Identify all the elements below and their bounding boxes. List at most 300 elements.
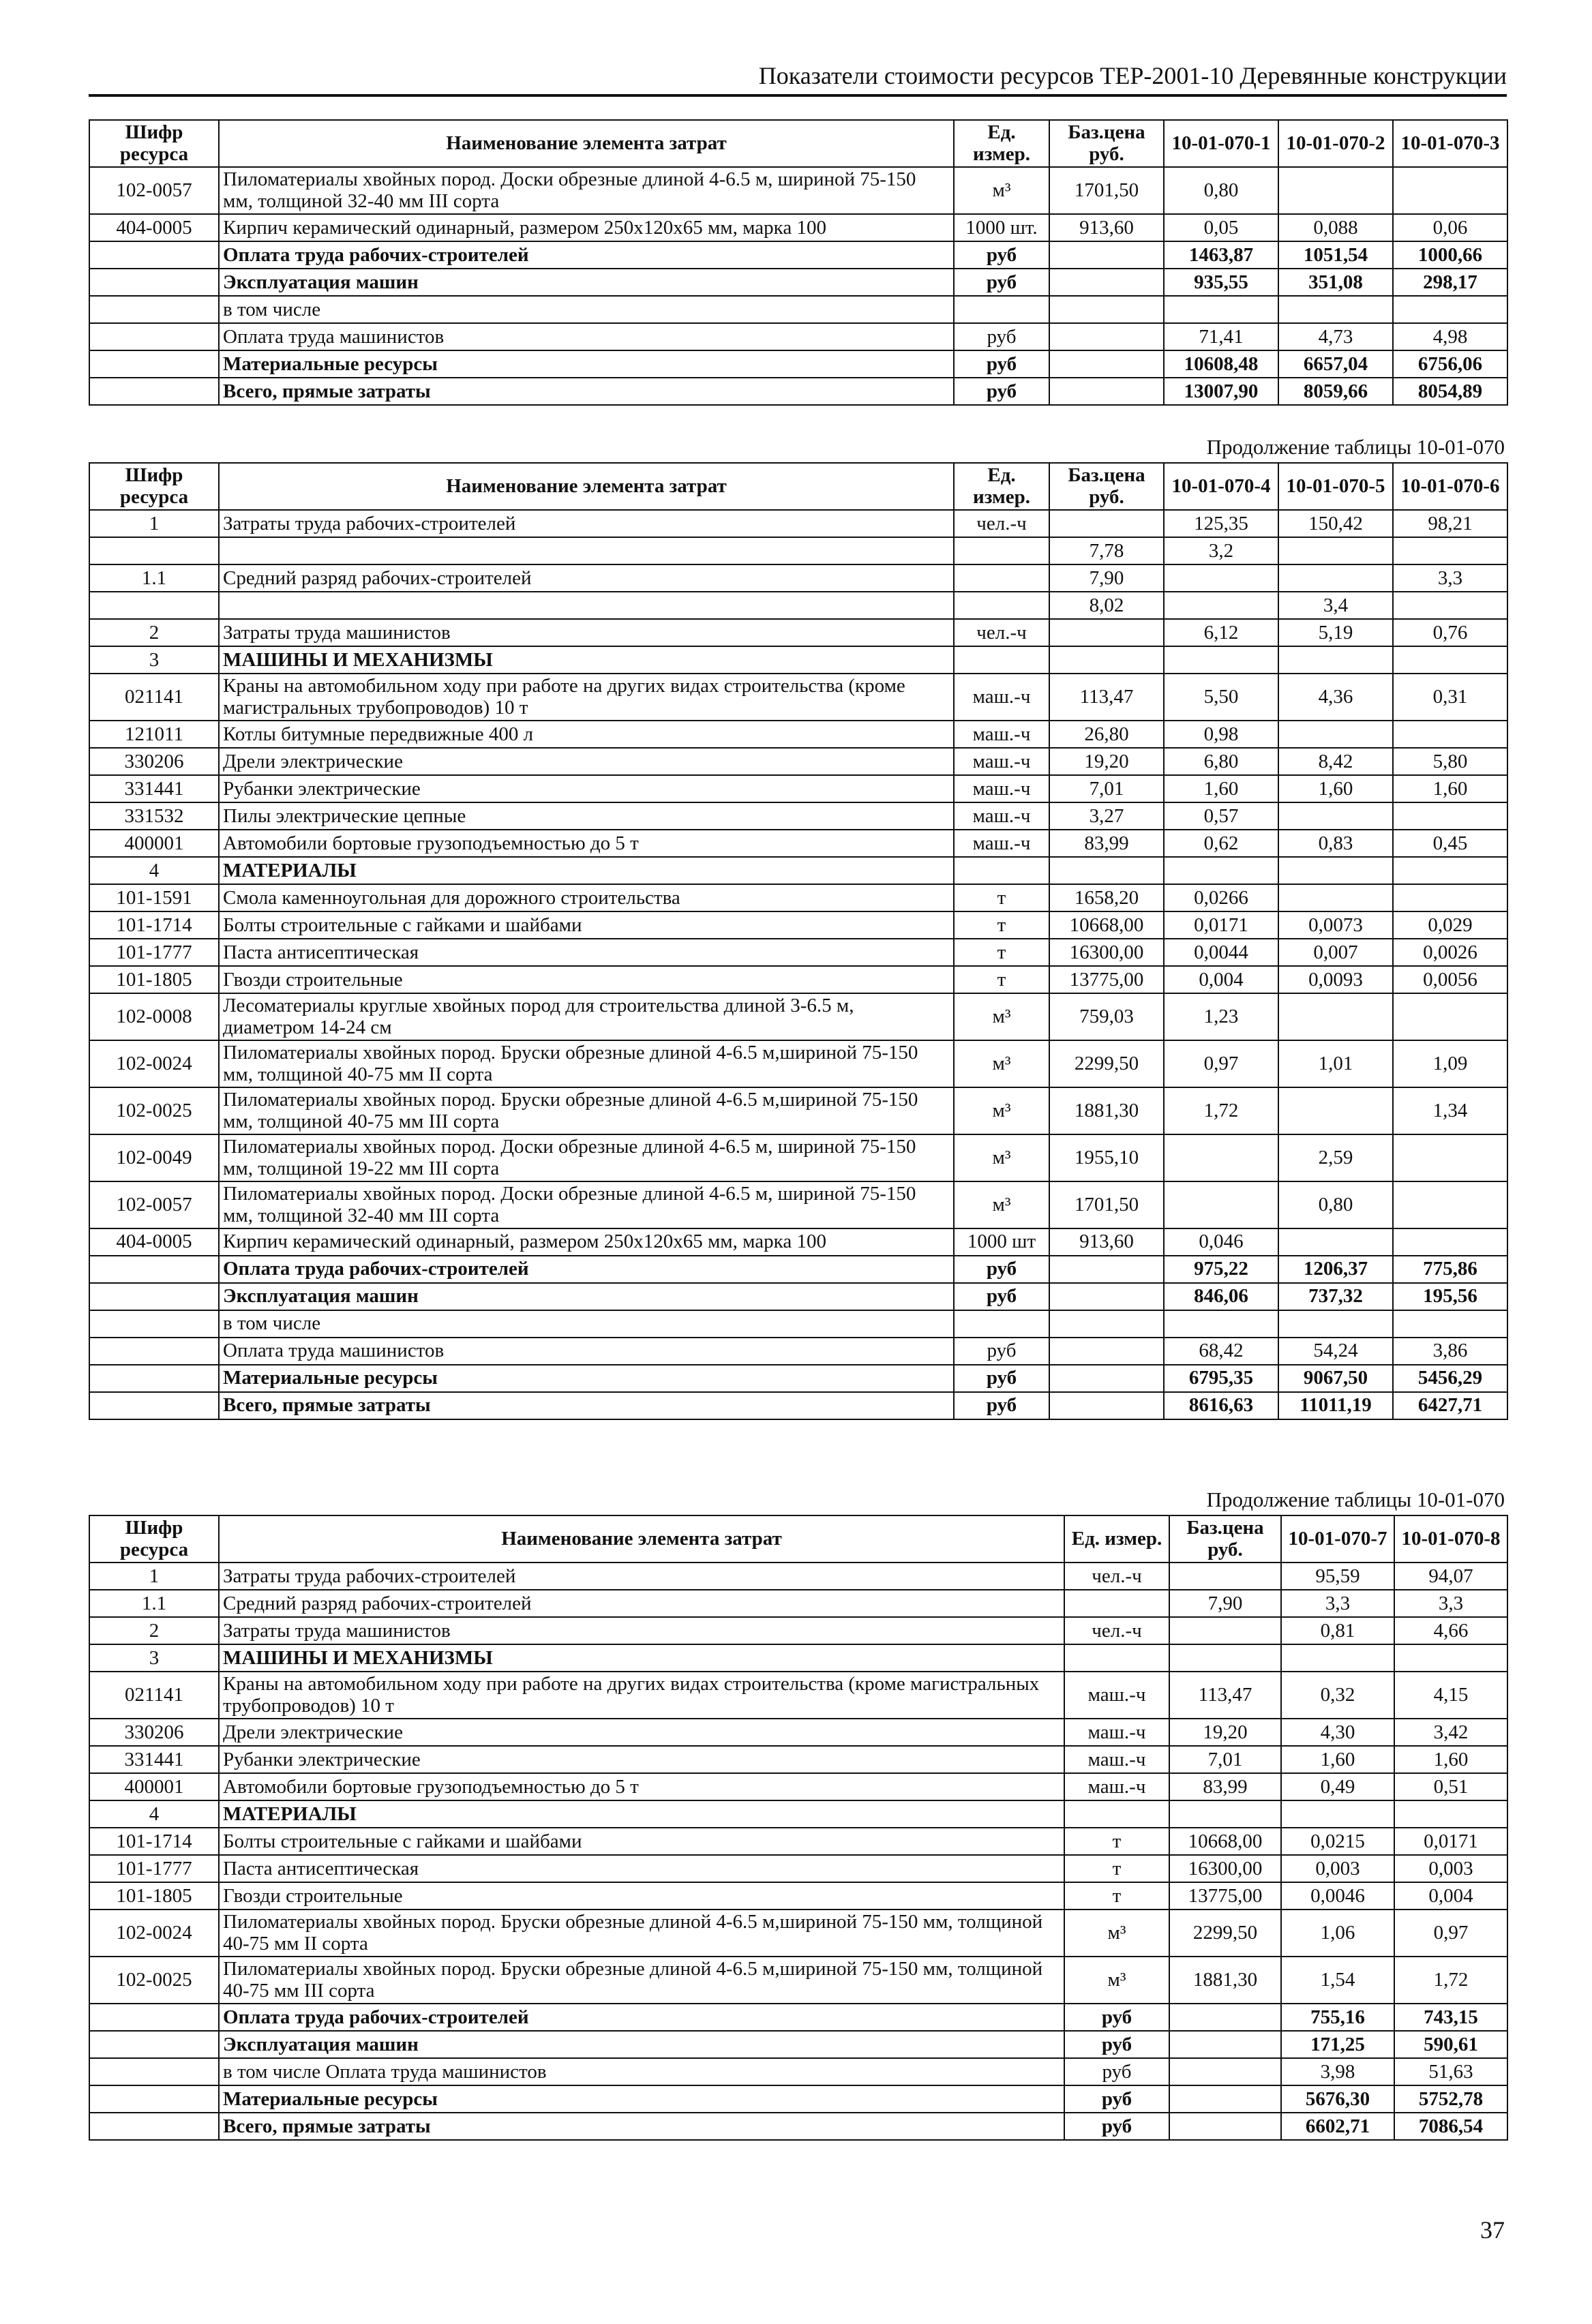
table-row	[89, 1719, 1507, 1746]
base-price-cell	[1049, 619, 1164, 646]
table-row	[89, 993, 1507, 1040]
norm-value-cell: 0,76	[1393, 619, 1507, 646]
base-price-cell	[1049, 296, 1164, 323]
base-price-cell: 2299,50	[1049, 1040, 1164, 1087]
table-row	[89, 1228, 1507, 1256]
resource-code-cell: 3	[89, 1644, 219, 1672]
unit-cell: м³	[954, 1134, 1049, 1181]
base-price-cell: 10668,00	[1169, 1828, 1281, 1855]
column-header: 10-01-070-3	[1393, 120, 1507, 167]
item-name-cell: Дрели электрические	[219, 748, 954, 775]
norm-value-cell	[1393, 1134, 1507, 1181]
norm-value-cell: 2,59	[1278, 1134, 1393, 1181]
norm-value-cell: 0,97	[1394, 1910, 1507, 1957]
column-header: Ед. измер.	[954, 463, 1049, 510]
norm-value-cell: 68,42	[1164, 1338, 1278, 1365]
resource-code-cell: 2	[89, 1617, 219, 1644]
norm-value-cell	[1278, 1310, 1393, 1338]
unit-cell: руб	[1064, 2085, 1169, 2113]
base-price-cell	[1169, 2004, 1281, 2031]
unit-cell: т	[1064, 1828, 1169, 1855]
table-row	[89, 674, 1507, 721]
base-price-cell: 1701,50	[1049, 1181, 1164, 1228]
norm-value-cell: 0,31	[1393, 674, 1507, 721]
unit-cell: руб	[954, 1283, 1049, 1310]
norm-value-cell: 1,72	[1394, 1957, 1507, 2004]
table-row	[89, 564, 1507, 592]
resource-code-cell	[89, 1338, 219, 1365]
unit-cell: м³	[954, 167, 1049, 214]
norm-value-cell: 737,32	[1278, 1283, 1393, 1310]
norm-value-cell: 8616,63	[1164, 1392, 1278, 1419]
unit-cell: руб	[954, 1365, 1049, 1392]
resource-code-cell: 330206	[89, 748, 219, 775]
norm-value-cell: 7086,54	[1394, 2113, 1507, 2140]
norm-value-cell	[1393, 592, 1507, 619]
column-header: Баз.цена руб.	[1049, 120, 1164, 167]
resource-code-cell: 1	[89, 1563, 219, 1590]
norm-value-cell: 0,0171	[1164, 911, 1278, 939]
item-name-cell: Затраты труда машинистов	[219, 1617, 1064, 1644]
unit-cell: маш.-ч	[1064, 1746, 1169, 1773]
norm-value-cell: 8059,66	[1278, 378, 1393, 405]
norm-value-cell: 8,42	[1278, 748, 1393, 775]
unit-cell: руб	[954, 241, 1049, 269]
resource-code-cell: 102-0025	[89, 1957, 219, 2004]
norm-value-cell: 0,49	[1281, 1773, 1394, 1800]
unit-cell: м³	[954, 1181, 1049, 1228]
table-row	[89, 1181, 1507, 1228]
unit-cell: м³	[1064, 1957, 1169, 2004]
norm-value-cell: 0,003	[1281, 1855, 1394, 1882]
norm-value-cell: 4,30	[1281, 1719, 1394, 1746]
norm-value-cell: 0,003	[1394, 1855, 1507, 1882]
resource-code-cell: 330206	[89, 1719, 219, 1746]
base-price-cell: 10668,00	[1049, 911, 1164, 939]
unit-cell: руб	[1064, 2004, 1169, 2031]
norm-value-cell: 0,088	[1278, 214, 1393, 241]
norm-value-cell: 95,59	[1281, 1563, 1394, 1590]
resource-code-cell	[89, 350, 219, 378]
resource-code-cell: 102-0057	[89, 167, 219, 214]
resource-code-cell	[89, 2058, 219, 2085]
item-name-cell: Эксплуатация машин	[219, 1283, 954, 1310]
base-price-cell	[1169, 1617, 1281, 1644]
norm-value-cell: 1,60	[1393, 775, 1507, 802]
unit-cell: м³	[954, 993, 1049, 1040]
item-name-cell: Оплата труда машинистов	[219, 1338, 954, 1365]
resource-code-cell	[89, 269, 219, 296]
unit-cell	[954, 857, 1049, 884]
table-row	[89, 592, 1507, 619]
resource-code-cell	[89, 296, 219, 323]
norm-value-cell	[1394, 1800, 1507, 1828]
base-price-cell: 19,20	[1049, 748, 1164, 775]
base-price-cell: 1955,10	[1049, 1134, 1164, 1181]
table-row	[89, 721, 1507, 748]
base-price-cell	[1049, 1310, 1164, 1338]
item-name-cell: Кирпич керамический одинарный, размером 250х120х65 мм, марка 100	[219, 214, 954, 241]
norm-value-cell: 0,62	[1164, 830, 1278, 857]
resource-code-cell: 331532	[89, 802, 219, 830]
resource-code-cell	[89, 378, 219, 405]
base-price-cell: 1658,20	[1049, 884, 1164, 911]
norm-value-cell: 846,06	[1164, 1283, 1278, 1310]
item-name-cell: Всего, прямые затраты	[219, 378, 954, 405]
unit-cell: маш.-ч	[954, 748, 1049, 775]
unit-cell: руб	[954, 350, 1049, 378]
total-row	[89, 241, 1507, 269]
norm-value-cell: 1000,66	[1393, 241, 1507, 269]
resource-code-cell	[89, 1310, 219, 1338]
base-price-cell: 13775,00	[1169, 1882, 1281, 1910]
column-header: 10-01-070-7	[1281, 1515, 1394, 1563]
item-name-cell: Средний разряд рабочих-строителей	[219, 1590, 1064, 1617]
unit-cell	[954, 646, 1049, 674]
unit-cell: 1000 шт	[954, 1228, 1049, 1256]
item-name-cell: Эксплуатация машин	[219, 269, 954, 296]
base-price-cell: 7,90	[1169, 1590, 1281, 1617]
norm-value-cell: 171,25	[1281, 2031, 1394, 2058]
norm-value-cell	[1394, 1644, 1507, 1672]
base-price-cell: 26,80	[1049, 721, 1164, 748]
table-row	[89, 911, 1507, 939]
resource-code-cell: 102-0024	[89, 1040, 219, 1087]
page-number: 37	[1480, 2216, 1505, 2244]
total-row	[89, 378, 1507, 405]
unit-cell: руб	[954, 1338, 1049, 1365]
norm-value-cell: 0,51	[1394, 1773, 1507, 1800]
item-name-cell: Краны на автомобильном ходу при работе на других видах строительства (кроме магистральных трубопроводов) 10 т	[219, 1672, 1064, 1719]
base-price-cell	[1169, 2085, 1281, 2113]
unit-cell: т	[954, 966, 1049, 993]
norm-value-cell: 351,08	[1278, 269, 1393, 296]
norm-value-cell: 0,0026	[1393, 939, 1507, 966]
norm-value-cell: 1,54	[1281, 1957, 1394, 2004]
norm-value-cell: 1,72	[1164, 1087, 1278, 1134]
resource-code-cell: 400001	[89, 1773, 219, 1800]
item-name-cell: в том числе	[219, 296, 954, 323]
base-price-cell: 7,01	[1169, 1746, 1281, 1773]
base-price-cell: 1881,30	[1049, 1087, 1164, 1134]
unit-cell: 1000 шт.	[954, 214, 1049, 241]
item-name-cell: Материальные ресурсы	[219, 1365, 954, 1392]
item-name-cell: Рубанки электрические	[219, 1746, 1064, 1773]
norm-value-cell: 0,06	[1393, 214, 1507, 241]
base-price-cell	[1169, 2058, 1281, 2085]
norm-value-cell: 0,0215	[1281, 1828, 1394, 1855]
norm-value-cell: 11011,19	[1278, 1392, 1393, 1419]
total-row	[89, 2031, 1507, 2058]
resource-code-cell	[89, 1283, 219, 1310]
unit-cell	[954, 592, 1049, 619]
base-price-cell: 13775,00	[1049, 966, 1164, 993]
norm-value-cell: 3,98	[1281, 2058, 1394, 2085]
norm-value-cell: 3,2	[1164, 537, 1278, 564]
norm-value-cell	[1393, 1310, 1507, 1338]
norm-value-cell	[1164, 1181, 1278, 1228]
table-row	[89, 1855, 1507, 1882]
resource-code-cell: 331441	[89, 775, 219, 802]
unit-cell	[1064, 1800, 1169, 1828]
resource-code-cell	[89, 1256, 219, 1283]
unit-cell: т	[954, 939, 1049, 966]
norm-value-cell: 0,004	[1394, 1882, 1507, 1910]
item-name-cell: Пиломатериалы хвойных пород. Бруски обрезные длиной 4-6.5 м,шириной 75-150 мм, толщиной 40-75 мм III сорта	[219, 1087, 954, 1134]
unit-cell: чел.-ч	[954, 510, 1049, 537]
item-name-cell: Затраты труда машинистов	[219, 619, 954, 646]
norm-value-cell: 0,046	[1164, 1228, 1278, 1256]
item-name-cell: Автомобили бортовые грузоподъемностью до 5 т	[219, 830, 954, 857]
norm-value-cell	[1278, 857, 1393, 884]
table-row	[89, 1134, 1507, 1181]
norm-value-cell: 6,12	[1164, 619, 1278, 646]
norm-value-cell: 3,42	[1394, 1719, 1507, 1746]
norm-value-cell	[1393, 884, 1507, 911]
unit-cell: руб	[954, 323, 1049, 350]
item-name-cell	[219, 592, 954, 619]
norm-value-cell: 3,4	[1278, 592, 1393, 619]
base-price-cell: 2299,50	[1169, 1910, 1281, 1957]
norm-value-cell: 4,15	[1394, 1672, 1507, 1719]
table-body	[89, 1563, 1507, 2140]
norm-value-cell: 6,80	[1164, 748, 1278, 775]
unit-cell: руб	[954, 378, 1049, 405]
norm-value-cell: 935,55	[1164, 269, 1278, 296]
base-price-cell	[1049, 269, 1164, 296]
unit-cell: м³	[954, 1087, 1049, 1134]
norm-value-cell: 150,42	[1278, 510, 1393, 537]
norm-value-cell: 0,0171	[1394, 1828, 1507, 1855]
norm-value-cell: 4,36	[1278, 674, 1393, 721]
norm-value-cell: 0,05	[1164, 214, 1278, 241]
unit-cell	[954, 564, 1049, 592]
base-price-cell	[1169, 1800, 1281, 1828]
norm-value-cell	[1278, 884, 1393, 911]
resource-code-cell	[89, 323, 219, 350]
resource-code-cell	[89, 2113, 219, 2140]
unit-cell: м³	[954, 1040, 1049, 1087]
norm-value-cell: 3,3	[1394, 1590, 1507, 1617]
column-header: 10-01-070-2	[1278, 120, 1393, 167]
table-row	[89, 830, 1507, 857]
norm-value-cell	[1393, 646, 1507, 674]
table-row	[89, 748, 1507, 775]
base-price-cell: 913,60	[1049, 214, 1164, 241]
item-name-cell: Пиломатериалы хвойных пород. Бруски обрезные длиной 4-6.5 м,шириной 75-150 мм, толщиной 40-75 мм III сорта	[219, 1957, 1064, 2004]
norm-value-cell: 10608,48	[1164, 350, 1278, 378]
norm-value-cell: 0,57	[1164, 802, 1278, 830]
norm-value-cell: 4,66	[1394, 1617, 1507, 1644]
resource-code-cell: 102-0025	[89, 1087, 219, 1134]
norm-value-cell: 0,0073	[1278, 911, 1393, 939]
table-row	[89, 296, 1507, 323]
norm-value-cell: 5676,30	[1281, 2085, 1394, 2113]
base-price-cell: 8,02	[1049, 592, 1164, 619]
norm-value-cell: 1,60	[1164, 775, 1278, 802]
norm-value-cell: 590,61	[1394, 2031, 1507, 2058]
norm-value-cell: 71,41	[1164, 323, 1278, 350]
norm-value-cell: 1206,37	[1278, 1256, 1393, 1283]
base-price-cell: 913,60	[1049, 1228, 1164, 1256]
item-name-cell: Материальные ресурсы	[219, 2085, 1064, 2113]
norm-value-cell	[1393, 1181, 1507, 1228]
item-name-cell: Эксплуатация машин	[219, 2031, 1064, 2058]
unit-cell: маш.-ч	[954, 674, 1049, 721]
item-name-cell: Краны на автомобильном ходу при работе на других видах строительства (кроме магистральных трубопроводов) 10 т	[219, 674, 954, 721]
base-price-cell	[1169, 2031, 1281, 2058]
norm-value-cell: 0,029	[1393, 911, 1507, 939]
unit-cell	[1064, 1590, 1169, 1617]
item-name-cell: Рубанки электрические	[219, 775, 954, 802]
base-price-cell	[1169, 1644, 1281, 1672]
norm-value-cell: 5,80	[1393, 748, 1507, 775]
norm-value-cell	[1281, 1644, 1394, 1672]
unit-cell: чел.-ч	[1064, 1563, 1169, 1590]
table-row	[89, 2058, 1507, 2085]
unit-cell: т	[1064, 1855, 1169, 1882]
total-row	[89, 350, 1507, 378]
norm-value-cell: 1,23	[1164, 993, 1278, 1040]
table-header-row	[89, 463, 1507, 510]
resource-code-cell: 102-0057	[89, 1181, 219, 1228]
norm-value-cell: 1051,54	[1278, 241, 1393, 269]
unit-cell: маш.-ч	[954, 802, 1049, 830]
table-row	[89, 775, 1507, 802]
item-name-cell: Автомобили бортовые грузоподъемностью до 5 т	[219, 1773, 1064, 1800]
total-row	[89, 2004, 1507, 2031]
table-row	[89, 214, 1507, 241]
unit-cell: руб	[954, 269, 1049, 296]
norm-value-cell	[1278, 167, 1393, 214]
table-row	[89, 1746, 1507, 1773]
norm-value-cell: 0,0056	[1393, 966, 1507, 993]
total-row	[89, 1365, 1507, 1392]
norm-value-cell: 3,3	[1281, 1590, 1394, 1617]
norm-value-cell: 8054,89	[1393, 378, 1507, 405]
table-body	[89, 167, 1507, 405]
base-price-cell	[1169, 1563, 1281, 1590]
norm-value-cell	[1164, 592, 1278, 619]
resource-code-cell	[89, 2085, 219, 2113]
norm-value-cell: 0,81	[1281, 1617, 1394, 1644]
norm-value-cell: 1,60	[1394, 1746, 1507, 1773]
base-price-cell	[1049, 1365, 1164, 1392]
item-name-cell: Паста антисептическая	[219, 1855, 1064, 1882]
norm-value-cell: 54,24	[1278, 1338, 1393, 1365]
norm-value-cell: 1,06	[1281, 1910, 1394, 1957]
resource-table-2	[89, 462, 1508, 1420]
table-header-row	[89, 120, 1507, 167]
base-price-cell	[1049, 1338, 1164, 1365]
table-row	[89, 1563, 1507, 1590]
unit-cell: т	[1064, 1882, 1169, 1910]
resource-code-cell: 2	[89, 619, 219, 646]
resource-code-cell	[89, 241, 219, 269]
base-price-cell	[1049, 1283, 1164, 1310]
base-price-cell: 7,01	[1049, 775, 1164, 802]
norm-value-cell: 6657,04	[1278, 350, 1393, 378]
table-row	[89, 1040, 1507, 1087]
norm-value-cell	[1278, 564, 1393, 592]
norm-value-cell	[1393, 721, 1507, 748]
base-price-cell: 1881,30	[1169, 1957, 1281, 2004]
item-name-cell: Дрели электрические	[219, 1719, 1064, 1746]
unit-cell: маш.-ч	[954, 830, 1049, 857]
resource-code-cell: 101-1714	[89, 911, 219, 939]
unit-cell: маш.-ч	[954, 721, 1049, 748]
norm-value-cell	[1164, 296, 1278, 323]
norm-value-cell: 5,50	[1164, 674, 1278, 721]
resource-code-cell	[89, 1365, 219, 1392]
item-name-cell: Лесоматериалы круглые хвойных пород для строительства длиной 3-6.5 м, диаметром 14-24 см	[219, 993, 954, 1040]
unit-cell	[954, 537, 1049, 564]
norm-value-cell	[1278, 1228, 1393, 1256]
norm-value-cell: 1,34	[1393, 1087, 1507, 1134]
table-row	[89, 1957, 1507, 2004]
norm-value-cell: 0,97	[1164, 1040, 1278, 1087]
norm-value-cell	[1278, 646, 1393, 674]
norm-value-cell: 1,09	[1393, 1040, 1507, 1087]
column-header: Баз.цена руб.	[1049, 463, 1164, 510]
column-header: Наименование элемента затрат	[219, 1515, 1064, 1563]
resource-code-cell: 1.1	[89, 564, 219, 592]
norm-value-cell	[1164, 857, 1278, 884]
column-header: Баз.цена руб.	[1169, 1515, 1281, 1563]
column-header: Шифр ресурса	[89, 120, 219, 167]
norm-value-cell: 6427,71	[1393, 1392, 1507, 1419]
norm-value-cell: 0,007	[1278, 939, 1393, 966]
table-row	[89, 510, 1507, 537]
item-name-cell: Оплата труда рабочих-строителей	[219, 241, 954, 269]
column-header: Шифр ресурса	[89, 463, 219, 510]
unit-cell	[1064, 1644, 1169, 1672]
resource-code-cell	[89, 592, 219, 619]
resource-code-cell: 021141	[89, 674, 219, 721]
item-name-cell: Оплата труда рабочих-строителей	[219, 1256, 954, 1283]
resource-code-cell: 1	[89, 510, 219, 537]
norm-value-cell	[1393, 537, 1507, 564]
item-name-cell: Пиломатериалы хвойных пород. Доски обрезные длиной 4-6.5 м, шириной 75-150 мм, толщиной 32-40 мм III сорта	[219, 167, 954, 214]
norm-value-cell: 298,17	[1393, 269, 1507, 296]
norm-value-cell: 125,35	[1164, 510, 1278, 537]
norm-value-cell: 6756,06	[1393, 350, 1507, 378]
item-name-cell: Пиломатериалы хвойных пород. Доски обрезные длиной 4-6.5 м, шириной 75-150 мм, толщиной 32-40 мм III сорта	[219, 1181, 954, 1228]
base-price-cell	[1049, 323, 1164, 350]
norm-value-cell	[1393, 1228, 1507, 1256]
norm-value-cell: 13007,90	[1164, 378, 1278, 405]
table-row	[89, 1882, 1507, 1910]
table-row	[89, 1617, 1507, 1644]
page-header	[89, 53, 1507, 97]
item-name-cell: Пиломатериалы хвойных пород. Доски обрезные длиной 4-6.5 м, шириной 75-150 мм, толщиной 19-22 мм III сорта	[219, 1134, 954, 1181]
unit-cell: маш.-ч	[1064, 1672, 1169, 1719]
norm-value-cell	[1281, 1800, 1394, 1828]
total-row	[89, 1256, 1507, 1283]
item-name-cell: Котлы битумные передвижные 400 л	[219, 721, 954, 748]
resource-code-cell: 101-1777	[89, 939, 219, 966]
total-row	[89, 269, 1507, 296]
resource-code-cell	[89, 2004, 219, 2031]
table-row	[89, 966, 1507, 993]
unit-cell: руб	[1064, 2058, 1169, 2085]
resource-code-cell: 101-1714	[89, 1828, 219, 1855]
norm-value-cell: 9067,50	[1278, 1365, 1393, 1392]
resource-code-cell: 101-1777	[89, 1855, 219, 1882]
base-price-cell: 16300,00	[1169, 1855, 1281, 1882]
base-price-cell	[1049, 857, 1164, 884]
column-header: 10-01-070-5	[1278, 463, 1393, 510]
